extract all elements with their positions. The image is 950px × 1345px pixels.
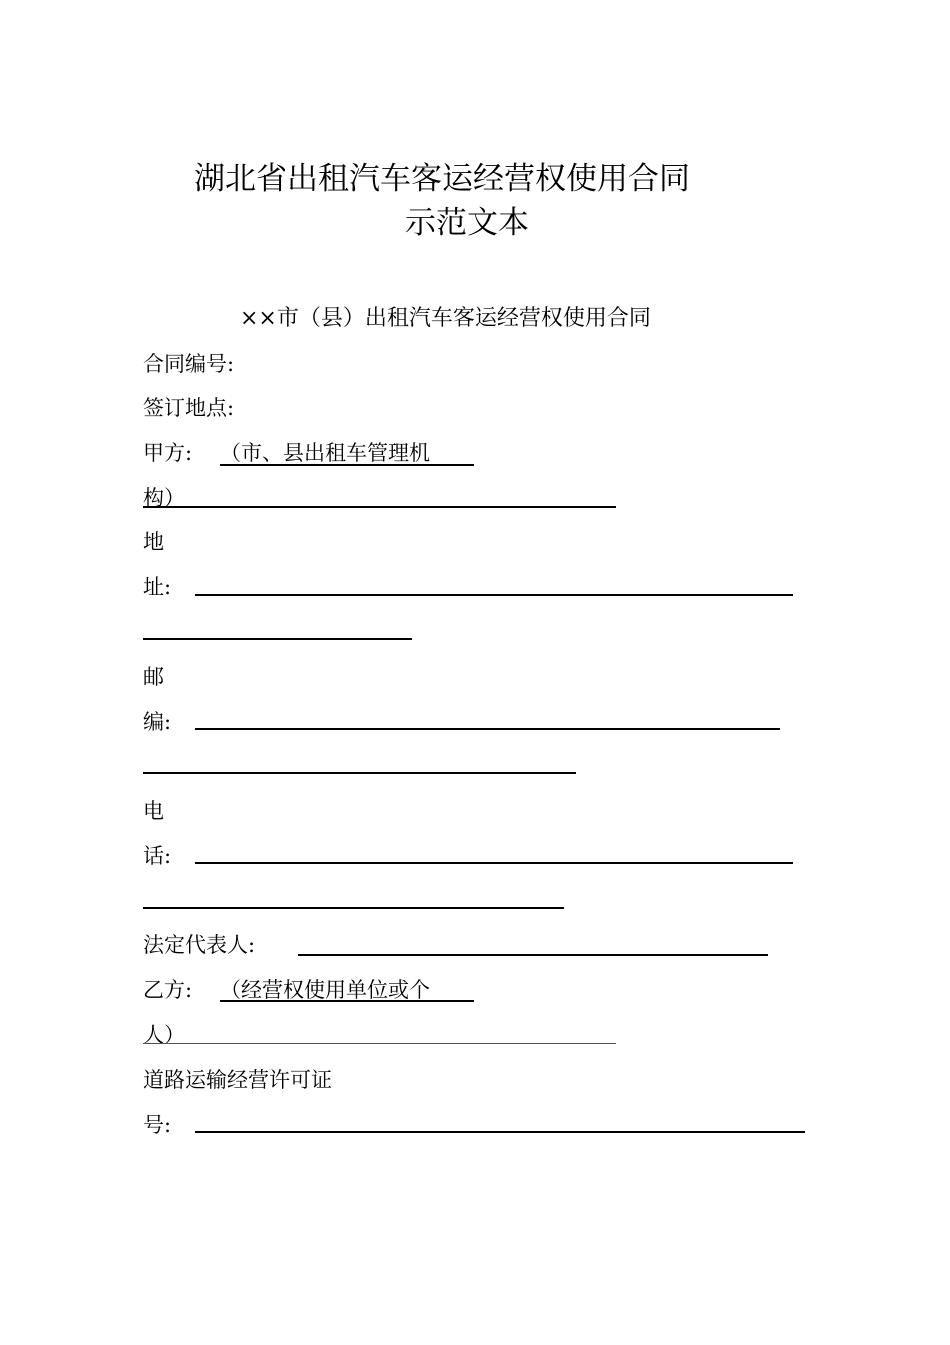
license-underline [195,1131,805,1133]
party-b-label: 乙方: [143,978,193,1002]
postcode-label-1: 邮 [143,665,164,689]
legal-rep-label: 法定代表人: [143,933,256,957]
postcode-underline-2 [143,772,576,774]
address-underline-2 [143,638,412,640]
address-label-2: 址: [143,575,172,599]
postcode-label-2: 编: [143,710,172,734]
address-label-1: 地 [143,530,164,554]
license-label-1: 道路运输经营许可证 [143,1068,332,1092]
phone-underline-1 [195,862,793,864]
postcode-underline-1 [195,728,780,730]
party-a-underline-2 [143,506,616,508]
party-a-underline-1 [220,464,474,466]
party-b-underline-2 [143,1043,616,1044]
phone-label-2: 话: [143,844,172,868]
phone-underline-2 [143,907,564,909]
party-b-hint: （经营权使用单位或个 [220,978,430,1002]
party-b-hint-cont: 人） [143,1023,185,1047]
document-title: 湖北省出租汽车客运经营权使用合同 [194,161,690,197]
party-a-hint-cont: 构） [143,486,185,510]
contract-number-label: 合同编号: [143,352,235,376]
phone-label-1: 电 [143,799,164,823]
sign-place-label: 签订地点: [143,396,235,420]
license-label-2: 号: [143,1113,172,1137]
address-underline-1 [195,594,793,596]
party-a-hint: （市、县出租车管理机 [220,441,430,465]
contract-title: ××市（县）出租汽车客运经营权使用合同 [240,306,651,331]
party-b-underline-1 [220,1000,474,1002]
legal-rep-underline [298,954,768,956]
party-a-label: 甲方: [143,441,193,465]
document-subtitle: 示范文本 [405,205,529,241]
